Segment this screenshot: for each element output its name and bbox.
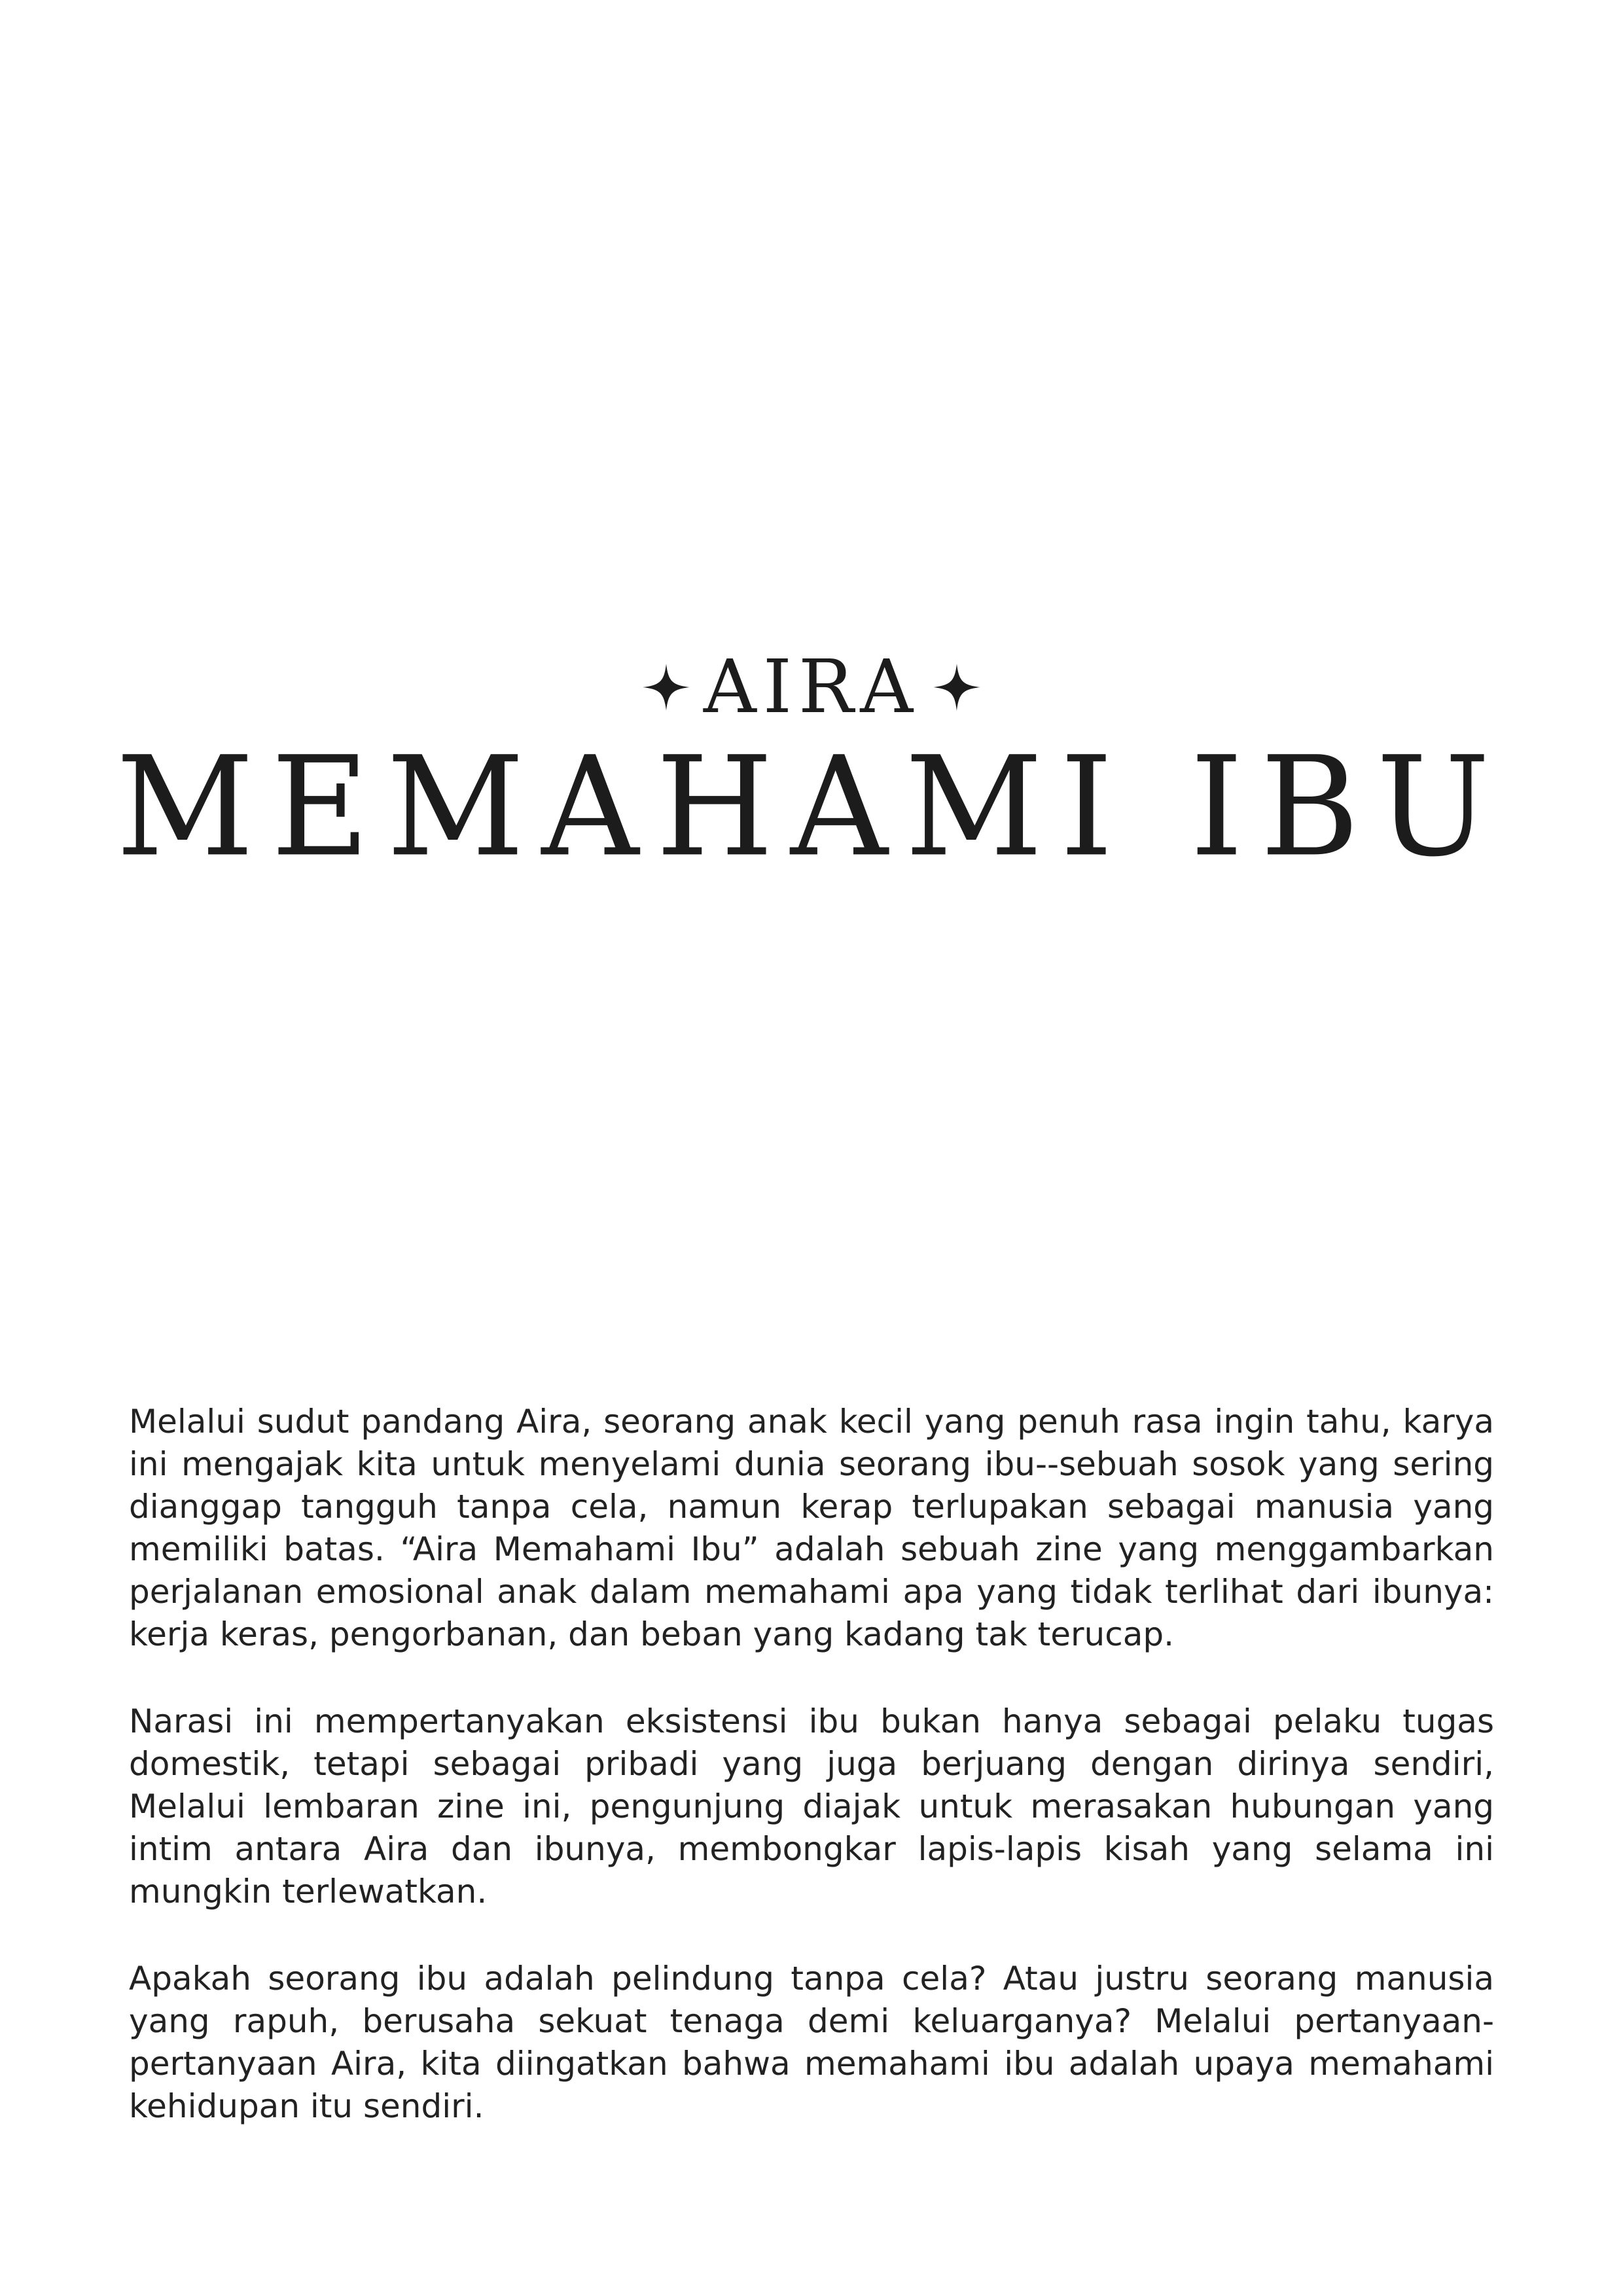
- subtitle-row: [0, 645, 1623, 730]
- paragraph-1: Melalui sudut pandang Aira, seorang anak kecil yang penuh rasa ingin tahu, karya ini mengajak kita untuk menyelami dunia seorang ibu--sebuah sosok yang sering dianggap tangguh tanpa cela, namun kerap terlupakan sebagai manusia yang memiliki batas. “Aira Memahami Ibu” adalah sebuah zine yang menggambarkan perjalanan emosional anak dalam memahami apa yang tidak terlihat dari ibunya: kerja keras, pengorbanan, dan beban yang kadang tak terucap.: [129, 1403, 1494, 1653]
- description-text: [129, 1401, 1494, 2128]
- four-point-star-icon: [641, 662, 692, 713]
- title-block: [0, 645, 1623, 888]
- paragraph-2: Narasi ini mempertanyakan eksistensi ibu bukan hanya sebagai pelaku tugas domestik, tetapi sebagai pribadi yang juga berjuang dengan dirinya sendiri, Melalui lembaran zine ini, pengunjung diajak untuk merasakan hubungan yang intim antara Aira dan ibunya, membongkar lapis-lapis kisah yang selama ini mungkin terlewatkan.: [129, 1702, 1494, 1910]
- zine-title: MEMAHAMI IBU: [116, 726, 1507, 888]
- zine-subtitle: AIRA: [703, 645, 920, 730]
- paragraph-3: Apakah seorang ibu adalah pelindung tanpa cela? Atau justru seorang manusia yang rapuh, berusaha sekuat tenaga demi keluarganya? Melalui pertanyaan-pertanyaan Aira, kita diingatkan bahwa memahami ibu adalah upaya memahami kehidupan itu sendiri.: [129, 1960, 1494, 2125]
- four-point-star-icon: [931, 662, 982, 713]
